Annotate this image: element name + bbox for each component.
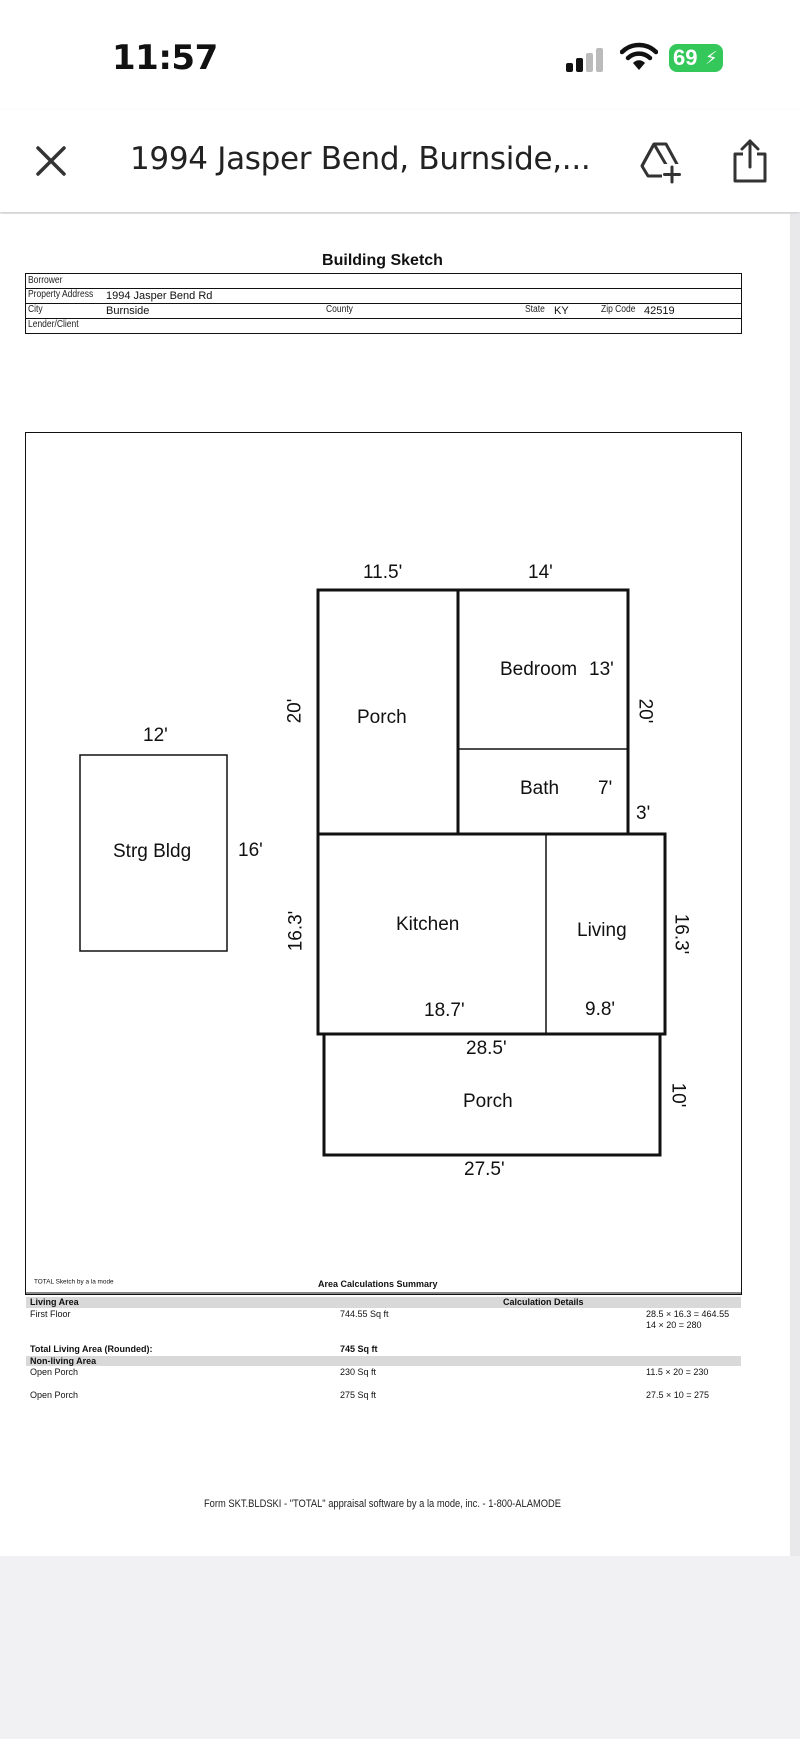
- living-area-header-bar: [26, 1297, 741, 1308]
- dim-porch-bottom-width: 27.5': [464, 1159, 505, 1180]
- dim-right-main: 16.3': [670, 913, 692, 955]
- county-label: County: [326, 304, 353, 315]
- total-living-value: 745 Sq ft: [340, 1344, 378, 1354]
- open-porch-1-label: Open Porch: [30, 1367, 79, 1377]
- zip-value: 42519: [644, 305, 675, 317]
- state-value: KY: [554, 305, 569, 317]
- dim-bath-side: 7': [598, 778, 613, 799]
- form-footer: Form SKT.BLDSKI - "TOTAL" appraisal software by a la mode, inc. - 1-800-ALAMODE: [203, 1498, 562, 1510]
- dim-step: 3': [636, 803, 651, 824]
- room-label-bedroom: Bedroom: [500, 659, 578, 680]
- document-title: 1994 Jasper Bend, Burnside,...: [130, 141, 591, 177]
- dim-main-width: 28.5': [466, 1038, 507, 1059]
- property-header-table: [25, 273, 742, 334]
- page-edge: [790, 214, 800, 1556]
- dim-porch-top-height: 20': [284, 698, 306, 724]
- open-porch-2-label: Open Porch: [30, 1390, 79, 1400]
- lender-label: Lender/Client: [28, 319, 79, 330]
- software-note: TOTAL Sketch by a la mode: [34, 1278, 114, 1286]
- room-label-porch-top: Porch: [357, 707, 407, 728]
- calc-line-4: 27.5 × 10 = 275: [646, 1390, 710, 1400]
- property-address-value: 1994 Jasper Bend Rd: [106, 290, 213, 302]
- add-to-drive-icon[interactable]: [638, 140, 682, 184]
- calc-line-1: 28.5 × 16.3 = 464.55: [646, 1309, 730, 1319]
- dim-bedroom-width: 14': [528, 562, 553, 583]
- dim-left-main: 16.3': [285, 910, 307, 952]
- wifi-icon: [620, 42, 658, 72]
- status-time: 11:57: [112, 38, 218, 78]
- dim-right-upper: 20': [634, 698, 656, 724]
- property-address-label: Property Address: [28, 289, 94, 300]
- non-living-header: Non-living Area: [30, 1356, 97, 1366]
- calc-line-3: 11.5 × 20 = 230: [646, 1367, 709, 1377]
- borrower-label: Borrower: [28, 275, 63, 286]
- share-icon[interactable]: [730, 138, 770, 184]
- total-living-label: Total Living Area (Rounded):: [30, 1344, 153, 1354]
- battery-level: 69: [673, 45, 698, 70]
- room-label-storage: Strg Bldg: [113, 841, 192, 862]
- non-living-header-bar: [26, 1356, 741, 1366]
- close-icon[interactable]: [32, 142, 72, 182]
- room-label-kitchen: Kitchen: [396, 914, 460, 935]
- room-label-living: Living: [577, 920, 627, 941]
- living-area-header: Living Area: [30, 1297, 79, 1307]
- summary-title: Area Calculations Summary: [318, 1279, 438, 1289]
- first-floor-label: First Floor: [30, 1309, 71, 1319]
- dim-storage-height: 16': [238, 840, 263, 861]
- state-label: State: [525, 304, 545, 315]
- calc-details-header: Calculation Details: [503, 1297, 584, 1307]
- city-label: City: [28, 304, 43, 315]
- room-label-bath: Bath: [520, 778, 560, 799]
- charging-bolt-icon: ⚡︎: [705, 48, 718, 68]
- dim-bedroom-side: 13': [589, 659, 614, 680]
- dim-storage-width: 12': [143, 725, 168, 746]
- dim-kitchen-width: 18.7': [424, 1000, 465, 1021]
- sketch-title: Building Sketch: [322, 252, 443, 269]
- open-porch-2-value: 275 Sq ft: [340, 1390, 377, 1400]
- dim-porch-top-width: 11.5': [363, 562, 403, 583]
- zip-label: Zip Code: [601, 304, 636, 315]
- dim-porch-bottom-height: 10': [667, 1082, 689, 1108]
- first-floor-value: 744.55 Sq ft: [340, 1309, 389, 1319]
- cellular-signal-icon: [566, 46, 606, 72]
- room-label-porch-bottom: Porch: [463, 1091, 513, 1112]
- calc-line-2: 14 × 20 = 280: [646, 1320, 702, 1330]
- city-value: Burnside: [106, 305, 150, 317]
- dim-living-width: 9.8': [585, 999, 616, 1020]
- open-porch-1-value: 230 Sq ft: [340, 1367, 377, 1377]
